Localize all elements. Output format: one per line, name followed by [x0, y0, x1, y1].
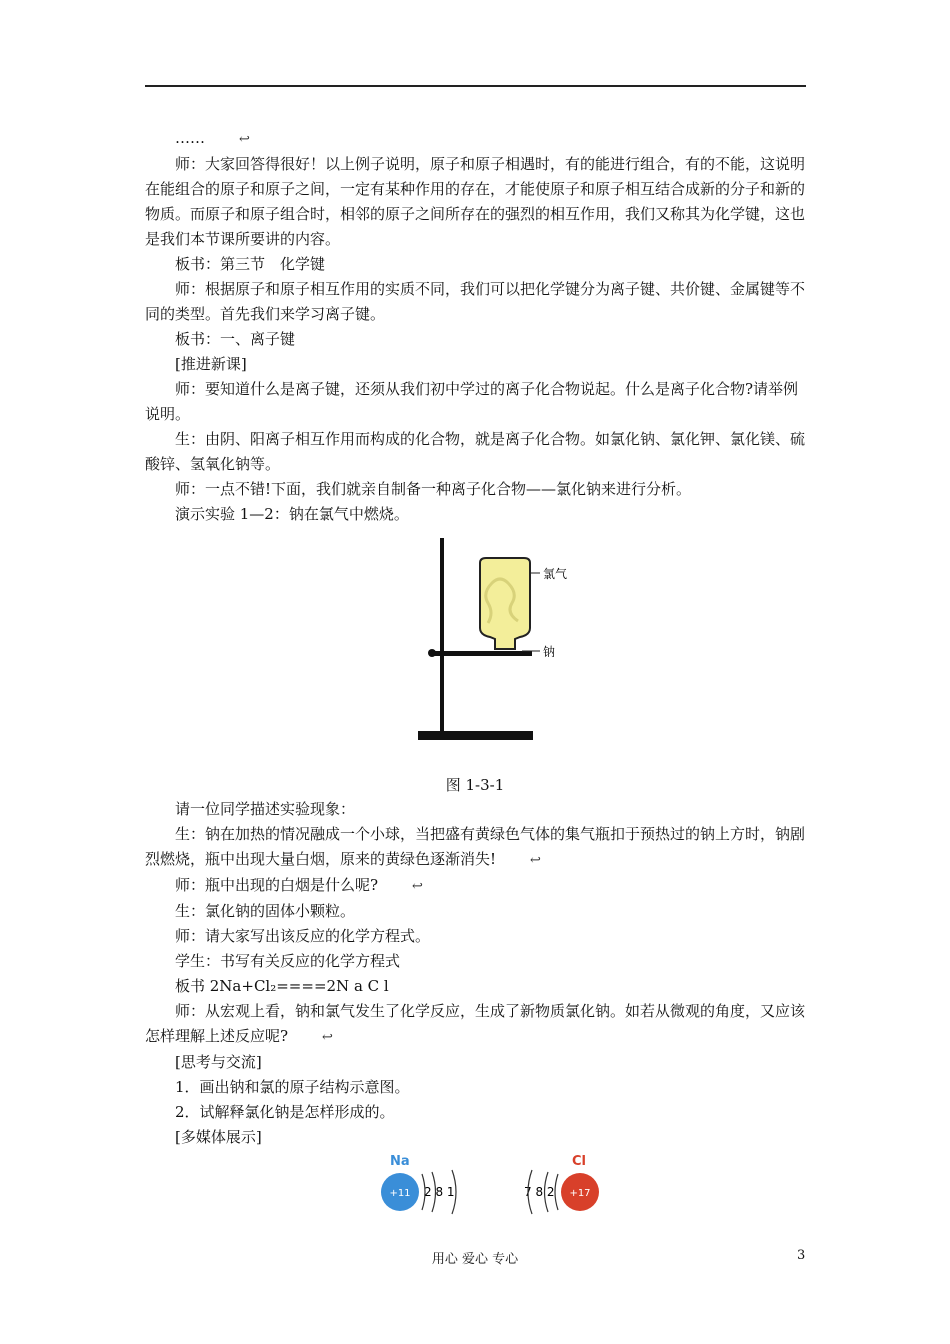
paragraph: …… ↩ — [145, 126, 810, 152]
figure-caption: 图 1-3-1 — [445, 776, 505, 794]
paragraph: 板书：第三节 化学键 — [175, 255, 326, 273]
paragraph: 生：由阴、阳离子相互作用而构成的化合物，就是离子化合物。如氯化钠、氯化钾、氯化镁、硫酸锌、氢氧化钠等。 — [145, 430, 806, 473]
atom-structure-figure — [372, 1150, 612, 1229]
header-rule — [145, 85, 806, 87]
paragraph: [思考与交流] — [175, 1053, 262, 1071]
paragraph: 生：氯化钠的固体小颗粒。 — [175, 902, 356, 920]
cl-symbol: Cl — [572, 1154, 586, 1169]
return-mark-icon: ↩ — [239, 132, 250, 147]
paragraph: 生：钠在加热的情况融成一个小球，当把盛有黄绿色气体的集气瓶扣于预热过的钠上方时，钠剧烈燃烧，瓶中出现大量白烟，原来的黄绿色逐渐消失! ↩ — [145, 822, 810, 873]
equation: 板书 2Na+Cl₂====2N a C l — [175, 977, 389, 995]
footer-text: 用心 爱心 专心 — [431, 1252, 519, 1267]
body-section-1 — [145, 126, 810, 527]
paragraph: 1．画出钠和氯的原子结构示意图。 — [175, 1078, 410, 1096]
label-chlorine: 氯气 — [543, 567, 568, 581]
cl-nucleus: +17 — [569, 1188, 591, 1199]
paragraph: 师：瓶中出现的白烟是什么呢? ↩ — [145, 873, 810, 899]
na-shells: 2 8 1 — [424, 1185, 455, 1199]
paragraph: 师：请大家写出该反应的化学方程式。 — [175, 927, 431, 945]
paragraph: 师：从宏观上看，钠和氯气发生了化学反应，生成了新物质氯化钠。如若从微观的角度，又应该怎样理解上述反应呢? ↩ — [145, 999, 810, 1050]
page-number: 3 — [797, 1248, 806, 1263]
paragraph: 2．试解释氯化钠是怎样形成的。 — [175, 1103, 395, 1121]
paragraph: 师：根据原子和原子相互作用的实质不同，我们可以把化学键分为离子键、共价键、金属键等不同的类型。首先我们来学习离子键。 — [145, 280, 806, 323]
experiment-figure — [410, 533, 580, 752]
paragraph: 演示实验 1—2：钠在氯气中燃烧。 — [175, 505, 409, 523]
paragraph: 请一位同学描述实验现象： — [175, 800, 356, 818]
paragraph: 师：大家回答得很好！以上例子说明，原子和原子相遇时，有的能进行组合，有的不能，这说明在能组合的原子和原子之间，一定有某种作用的存在，才能使原子和原子相互结合成新的分子和新的物质。而原子和原子组合时，相邻的原子之间所存在的强烈的相互作用，我们又称其为化学键，这也是我们本节课所要讲的内容。 — [145, 155, 806, 248]
body-section-2 — [145, 797, 810, 1150]
paragraph: 学生：书写有关反应的化学方程式 — [175, 952, 401, 970]
na-symbol: Na — [390, 1154, 410, 1169]
na-nucleus: +11 — [389, 1188, 411, 1199]
paragraph: [推进新课] — [175, 355, 247, 373]
paragraph: 板书：一、离子键 — [175, 330, 296, 348]
paragraph: [多媒体展示] — [175, 1128, 262, 1146]
return-mark-icon: ↩ — [412, 879, 423, 894]
cl-shells: 7 8 2 — [524, 1185, 555, 1199]
paragraph: 师：一点不错!下面，我们就亲自制备一种离子化合物——氯化钠来进行分析。 — [175, 480, 692, 498]
label-sodium: 钠 — [543, 645, 556, 659]
return-mark-icon: ↩ — [530, 853, 541, 868]
paragraph: 师：要知道什么是离子键，还须从我们初中学过的离子化合物说起。什么是离子化合物?请举例说明。 — [145, 380, 799, 423]
return-mark-icon: ↩ — [322, 1030, 333, 1045]
